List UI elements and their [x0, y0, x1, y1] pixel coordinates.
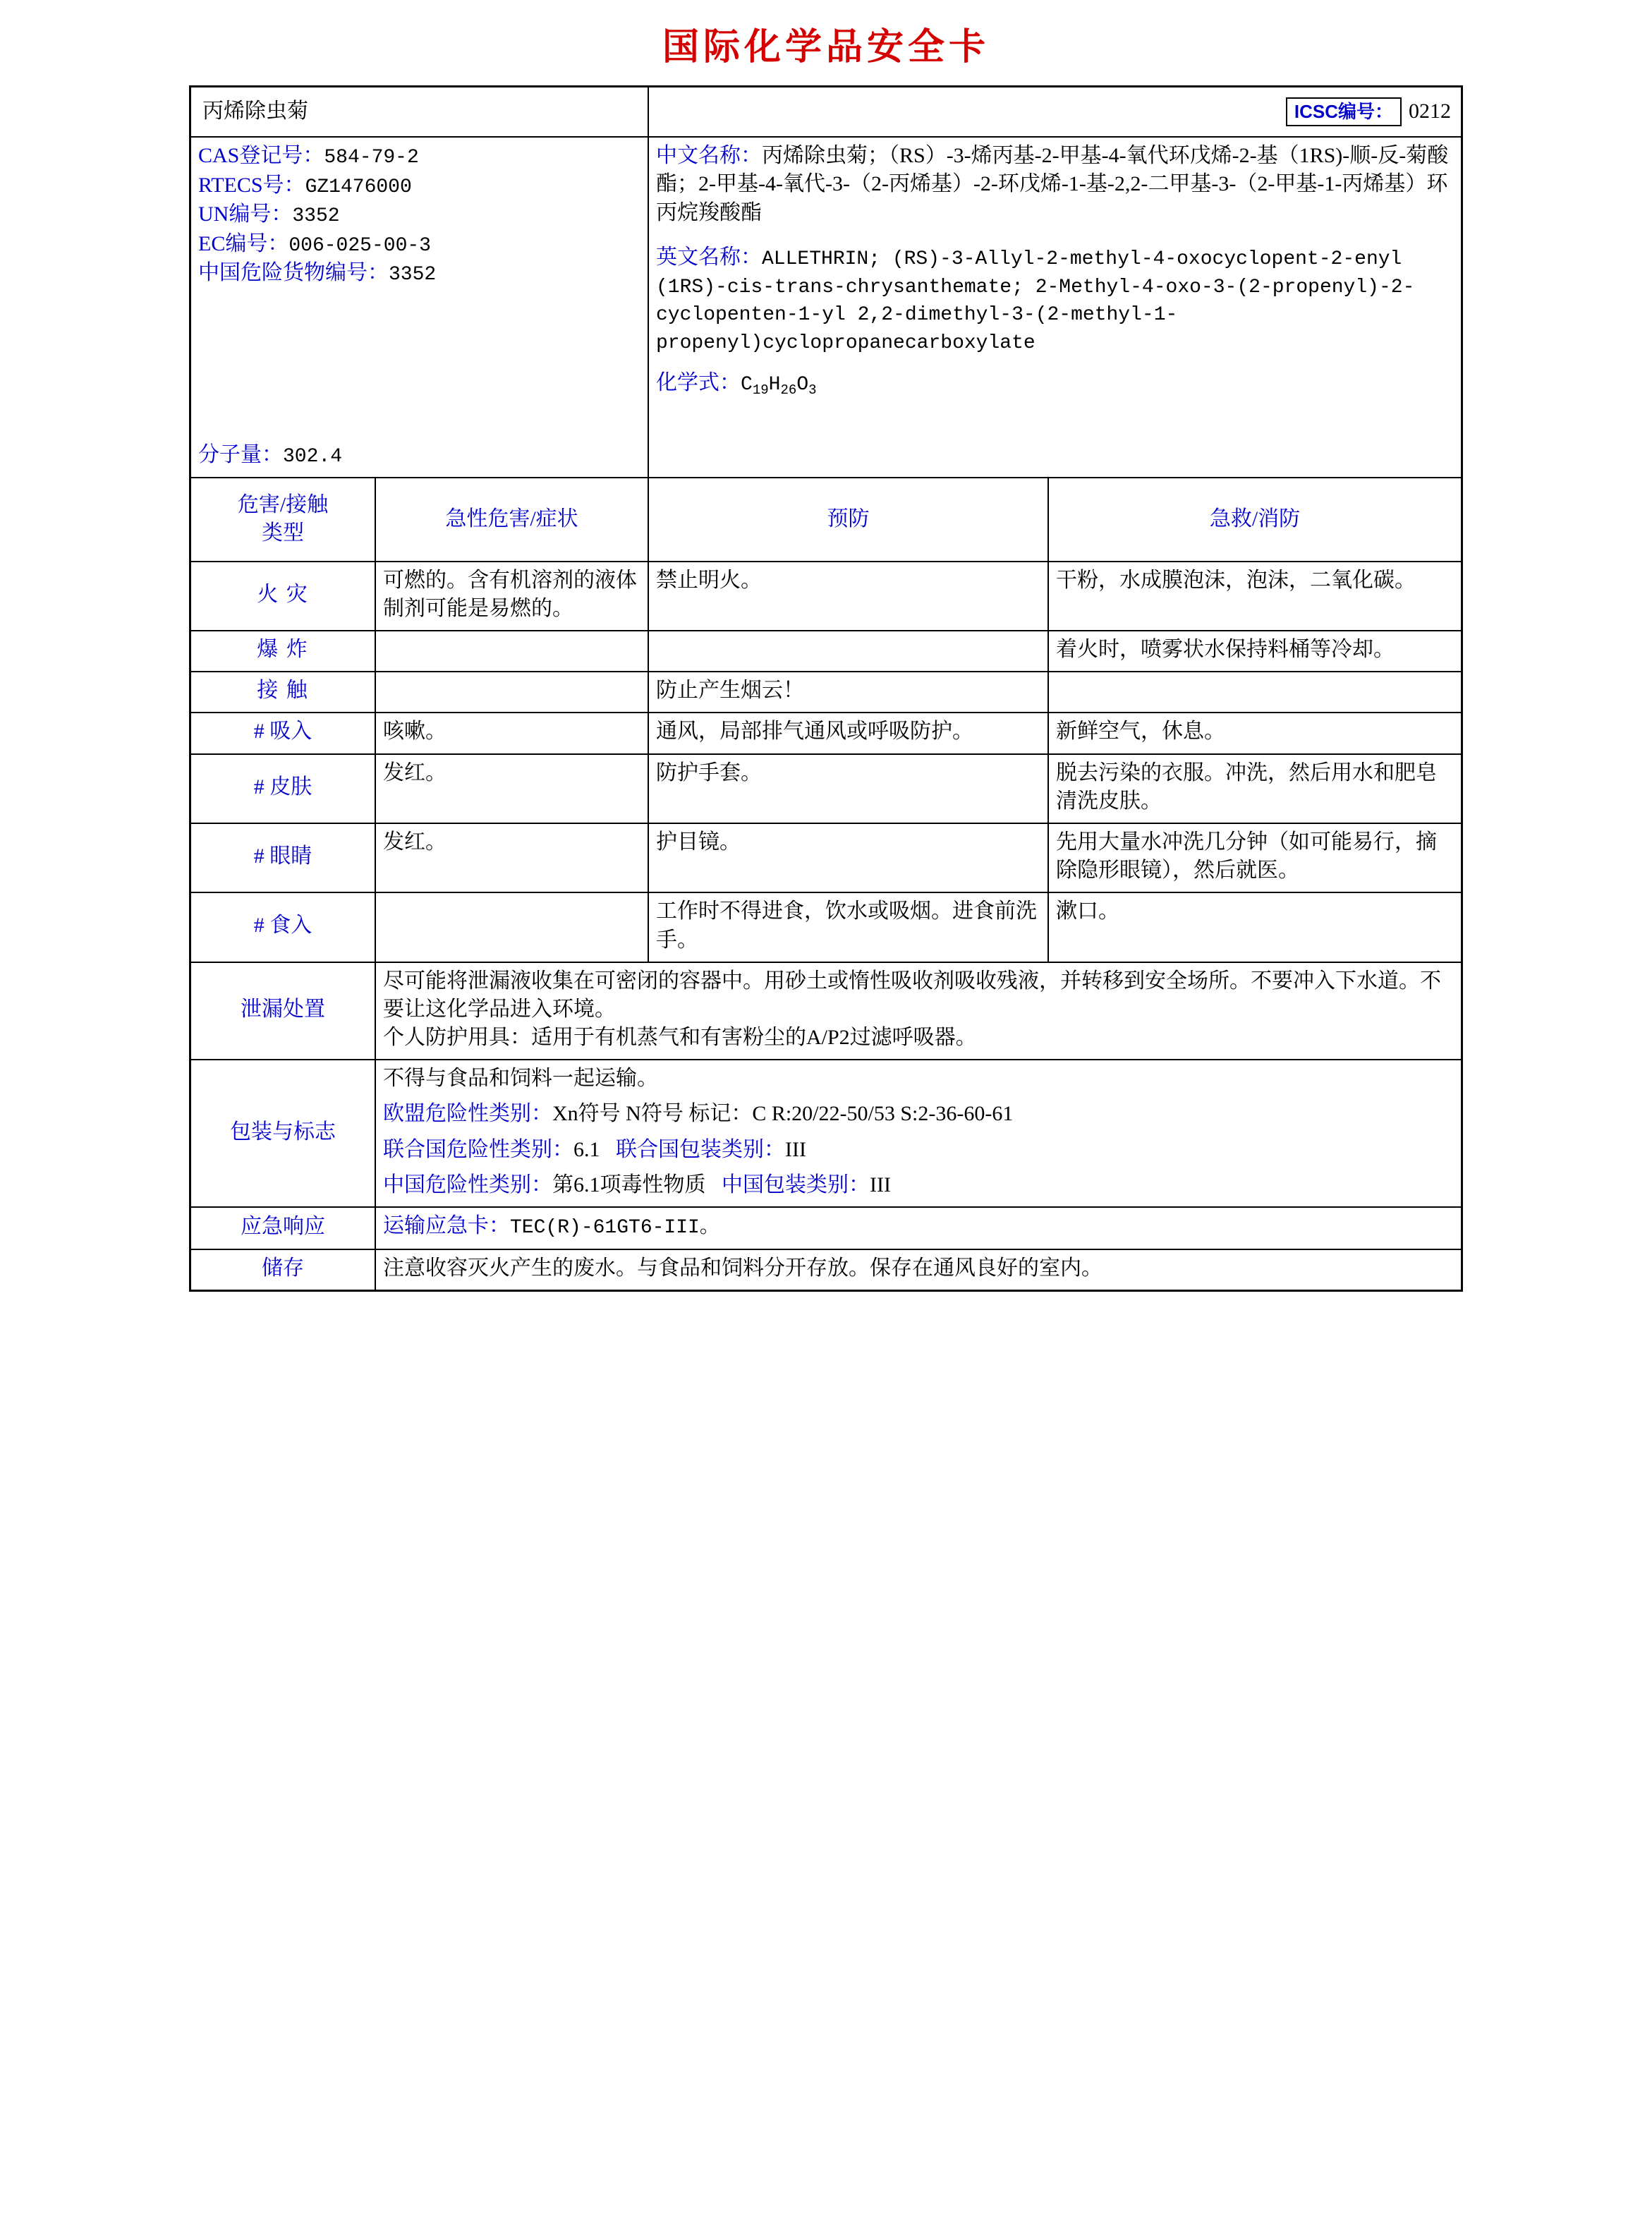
table-row — [191, 754, 1461, 823]
un-class-value: 6.1 — [573, 1137, 600, 1161]
chinese-name-line — [656, 142, 1454, 227]
formula-value: $C_{19}H_{26}O_3$ — [741, 373, 817, 398]
row-label-fire: 火 灾 — [191, 562, 375, 631]
spill-line-1: 尽可能将泄漏液收集在可密闭的容器中。用砂土或惰性吸收剂吸收残液，并转移到安全场所。不要冲入下水道。不要让这化学品进入环境。 — [383, 969, 1441, 1021]
formula-label: 化学式： — [656, 370, 741, 394]
packaging-line-eu — [383, 1100, 1454, 1128]
table-row — [191, 823, 1461, 892]
spill-content — [375, 962, 1461, 1060]
cell-fire-symptoms: 可燃的。含有机溶剂的液体制剂可能是易燃的。 — [375, 562, 648, 631]
section-label-storage: 储存 — [191, 1249, 375, 1290]
packaging-line-cn — [383, 1171, 1454, 1199]
cas-label: CAS登记号： — [198, 144, 324, 168]
storage-content: 注意收容灭火产生的废水。与食品和饲料分开存放。保存在通风良好的室内。 — [375, 1249, 1461, 1290]
ec-label: EC编号： — [198, 231, 289, 255]
storage-row — [191, 1249, 1461, 1290]
ec-line — [198, 230, 640, 260]
page-title: 国际化学品安全卡 — [662, 27, 990, 68]
cas-line — [198, 142, 640, 171]
icsc-number-cell — [648, 87, 1461, 137]
cell-ingestion-prevention: 工作时不得进食，饮水或吸烟。进食前洗手。 — [648, 892, 1048, 962]
eu-class-label: 欧盟危险性类别： — [383, 1102, 552, 1126]
cell-explosion-prevention — [648, 631, 1048, 672]
english-name-value: ALLETHRIN; (RS)-3-Allyl-2-methyl-4-oxocyclopent-2-enyl (1RS)-cis-trans-chrysanthemate; 2-Methyl-4-oxo-3-(2-propenyl)-2-cyclopenten-1-yl 2,2-dimethyl-3-(2-methyl-1-propenyl)cyclopropanecarboxylate — [656, 248, 1415, 354]
cell-skin-prevention: 防护手套。 — [648, 754, 1048, 823]
cn-dangerous-label: 中国危险货物编号： — [198, 261, 389, 285]
row-label-inhalation: # 吸入 — [191, 713, 375, 753]
cell-explosion-firstaid: 着火时，喷雾状水保持料桶等冷却。 — [1048, 631, 1461, 672]
table-row — [191, 713, 1461, 753]
identifier-spacer — [198, 289, 640, 437]
emergency-row — [191, 1207, 1461, 1249]
cn-class-value: 第6.1项毒性物质 — [552, 1172, 706, 1196]
table-row — [191, 631, 1461, 672]
cell-exposure-symptoms — [375, 672, 648, 713]
spill-row — [191, 962, 1461, 1060]
emergency-card-value: TEC(R)-61GT6-III。 — [510, 1217, 719, 1240]
packaging-content — [375, 1060, 1461, 1207]
col-header-hazard-type-line1: 危害/接触 — [237, 493, 329, 517]
cell-fire-firstaid: 干粉，水成膜泡沫，泡沫，二氧化碳。 — [1048, 562, 1461, 631]
un-label: UN编号： — [198, 202, 293, 226]
rtecs-line — [198, 171, 640, 201]
col-header-symptoms: 急性危害/症状 — [375, 478, 648, 561]
spill-line-2: 个人防护用具：适用于有机蒸气和有害粉尘的A/P2过滤呼吸器。 — [383, 1026, 977, 1050]
rtecs-value: GZ1476000 — [305, 176, 412, 198]
icsc-table — [191, 87, 1461, 1290]
table-row — [191, 562, 1461, 631]
section-label-spill: 泄漏处置 — [191, 962, 375, 1060]
cn-dangerous-value: 3352 — [389, 264, 437, 286]
names-block — [648, 137, 1461, 478]
cell-inhalation-prevention: 通风，局部排气通风或呼吸防护。 — [648, 713, 1048, 753]
col-header-firstaid: 急救/消防 — [1048, 478, 1461, 561]
packaging-line-un — [383, 1136, 1454, 1164]
emergency-content — [375, 1207, 1461, 1249]
un-pack-label: 联合国包装类别： — [616, 1137, 785, 1161]
cell-eyes-symptoms: 发红。 — [375, 823, 648, 892]
cn-dangerous-line — [198, 259, 640, 289]
formula-line — [656, 369, 1454, 400]
un-pack-value: III — [785, 1137, 806, 1161]
rtecs-label: RTECS号： — [198, 173, 305, 197]
names-spacer — [656, 227, 1454, 243]
substance-header-row — [191, 87, 1461, 137]
packaging-line-transport: 不得与食品和饲料一起运输。 — [383, 1067, 658, 1091]
un-class-label: 联合国危险性类别： — [383, 1137, 573, 1161]
formula-spacer — [656, 358, 1454, 369]
icsc-label: ICSC编号： — [1286, 97, 1402, 126]
substance-name: 丙烯除虫菊 — [191, 87, 648, 137]
row-label-exposure: 接 触 — [191, 672, 375, 713]
section-label-emergency: 应急响应 — [191, 1207, 375, 1249]
cell-eyes-prevention: 护目镜。 — [648, 823, 1048, 892]
icsc-card — [189, 85, 1463, 1292]
cell-fire-prevention: 禁止明火。 — [648, 562, 1048, 631]
emergency-card-label: 运输应急卡： — [383, 1214, 510, 1238]
col-header-prevention: 预防 — [648, 478, 1048, 561]
ec-value: 006-025-00-3 — [289, 234, 431, 257]
packaging-row — [191, 1060, 1461, 1207]
col-header-hazard-type — [191, 478, 375, 561]
english-name-label: 英文名称： — [656, 245, 762, 269]
row-label-explosion: 爆 炸 — [191, 631, 375, 672]
cell-inhalation-symptoms: 咳嗽。 — [375, 713, 648, 753]
un-line — [198, 200, 640, 230]
section-label-packaging: 包装与标志 — [191, 1060, 375, 1207]
identifier-block — [191, 137, 648, 478]
cell-ingestion-firstaid: 漱口。 — [1048, 892, 1461, 962]
cell-inhalation-firstaid: 新鲜空气，休息。 — [1048, 713, 1461, 753]
table-row — [191, 892, 1461, 962]
cas-value: 584-79-2 — [324, 147, 419, 169]
cell-ingestion-symptoms — [375, 892, 648, 962]
cell-exposure-firstaid — [1048, 672, 1461, 713]
mw-line — [198, 441, 640, 471]
chinese-name-label: 中文名称： — [656, 144, 762, 168]
english-name-line — [656, 243, 1454, 358]
table-row — [191, 672, 1461, 713]
cell-exposure-prevention: 防止产生烟云！ — [648, 672, 1048, 713]
eu-class-value: Xn符号 N符号 标记：C R:20/22-50/53 S:2-36-60-61 — [552, 1102, 1014, 1126]
cn-class-label: 中国危险性类别： — [383, 1172, 552, 1196]
un-value: 3352 — [292, 205, 340, 228]
identity-row — [191, 137, 1461, 478]
row-label-skin: # 皮肤 — [191, 754, 375, 823]
row-label-eyes: # 眼睛 — [191, 823, 375, 892]
cn-pack-label: 中国包装类别： — [722, 1172, 870, 1196]
cell-skin-symptoms: 发红。 — [375, 754, 648, 823]
chinese-name-value: 丙烯除虫菊；（RS）-3-烯丙基-2-甲基-4-氧代环戊烯-2-基（1RS)-顺-反-菊酸酯；2-甲基-4-氧代-3-（2-丙烯基）-2-环戊烯-1-基-2,2-二甲基-3-（2-甲基-1-丙烯基）环丙烷羧酸酯 — [656, 144, 1449, 224]
column-header-row — [191, 478, 1461, 561]
row-label-ingestion: # 食入 — [191, 892, 375, 962]
col-header-hazard-type-line2: 类型 — [262, 521, 304, 545]
cell-explosion-symptoms — [375, 631, 648, 672]
cn-pack-value: III — [870, 1172, 891, 1196]
cell-skin-firstaid: 脱去污染的衣服。冲洗，然后用水和肥皂清洗皮肤。 — [1048, 754, 1461, 823]
cell-eyes-firstaid: 先用大量水冲洗几分钟（如可能易行，摘除隐形眼镜），然后就医。 — [1048, 823, 1461, 892]
icsc-number: 0212 — [1409, 99, 1451, 123]
mw-value: 302.4 — [283, 445, 343, 468]
mw-label: 分子量： — [198, 442, 283, 466]
